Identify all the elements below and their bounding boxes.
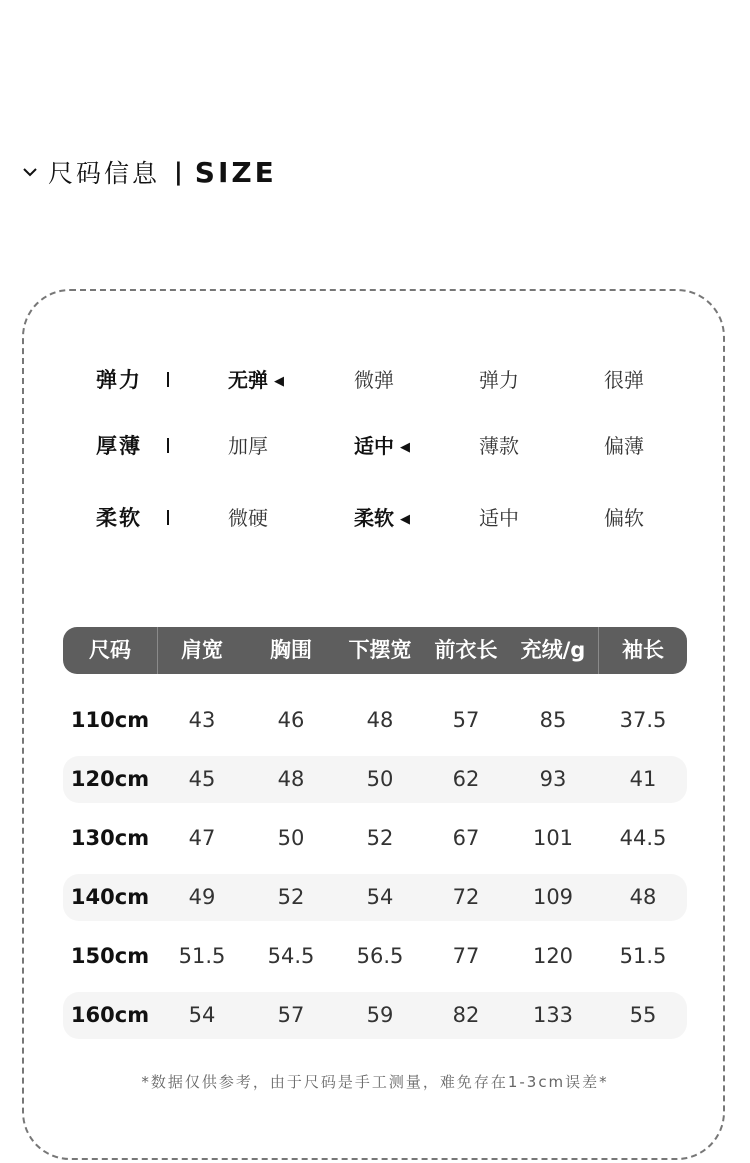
attribute-row-elasticity [0,360,750,400]
attribute-option: 薄款 [479,434,519,458]
table-cell: 41 [629,767,657,791]
table-cell-size: 130cm [70,826,150,850]
attribute-option: 适中 [479,506,519,530]
table-cell: 47 [188,826,216,850]
attribute-option: 偏薄 [604,434,644,458]
attribute-label: 厚薄 [96,434,142,458]
table-cell: 101 [532,826,574,850]
attribute-option: 加厚 [228,434,268,458]
table-cell: 48 [277,767,305,791]
table-cell: 45 [188,767,216,791]
selected-arrow-icon: ◀ [274,374,284,389]
table-cell: 48 [366,708,394,732]
table-row [63,933,687,980]
attribute-option: 弹力 [479,368,519,392]
table-cell-size: 160cm [70,1003,150,1027]
section-header [20,150,277,194]
attribute-row-softness [0,498,750,538]
table-cell: 52 [277,885,305,909]
table-cell: 57 [452,708,480,732]
measurement-disclaimer: *数据仅供参考，由于尺码是手工测量，难免存在1-3cm误差* [141,1073,609,1091]
attribute-row-thickness [0,426,750,466]
table-cell: 67 [452,826,480,850]
table-cell: 109 [532,885,574,909]
title-separator: | [174,158,183,186]
table-cell: 55 [629,1003,657,1027]
section-title-en: SIZE [194,155,277,189]
table-cell: 133 [532,1003,574,1027]
table-cell: 49 [188,885,216,909]
table-row [63,992,687,1039]
column-header: 袖长 [622,638,664,662]
table-cell-size: 150cm [70,944,150,968]
table-cell: 85 [539,708,567,732]
table-cell: 120 [532,944,574,968]
table-cell: 46 [277,708,305,732]
attribute-option: 微弹 [354,368,394,392]
column-header: 尺码 [89,638,131,662]
attribute-option-selected: 无弹 ◀ [228,360,284,402]
attribute-option: 偏软 [604,506,644,530]
table-cell: 56.5 [356,944,404,968]
table-cell-size: 120cm [70,767,150,791]
table-cell: 48 [629,885,657,909]
column-header: 肩宽 [181,638,223,662]
table-row [63,874,687,921]
table-cell: 54 [188,1003,216,1027]
table-cell: 93 [539,767,567,791]
selected-arrow-icon: ◀ [400,512,410,527]
attribute-label: 柔软 [96,506,142,530]
table-cell: 62 [452,767,480,791]
table-cell: 50 [277,826,305,850]
attribute-option-selected: 适中 ◀ [354,426,410,468]
table-row [63,815,687,862]
table-cell: 52 [366,826,394,850]
attribute-option-selected: 柔软 ◀ [354,498,410,540]
table-cell: 57 [277,1003,305,1027]
table-cell: 54 [366,885,394,909]
table-cell: 51.5 [619,944,667,968]
attribute-separator [167,510,169,525]
table-cell: 82 [452,1003,480,1027]
table-cell: 51.5 [178,944,226,968]
column-header: 前衣长 [434,638,498,662]
table-cell: 44.5 [619,826,667,850]
attribute-label: 弹力 [96,368,142,392]
column-header: 充绒/g [520,638,586,662]
size-table-header [63,627,687,674]
table-row [63,697,687,744]
table-cell: 54.5 [267,944,315,968]
table-cell: 37.5 [619,708,667,732]
table-cell: 59 [366,1003,394,1027]
table-cell-size: 110cm [70,708,150,732]
attribute-option: 微硬 [228,506,268,530]
attribute-separator [167,372,169,387]
selected-arrow-icon: ◀ [400,440,410,455]
attribute-separator [167,438,169,453]
attribute-option: 很弹 [604,368,644,392]
table-row [63,756,687,803]
table-cell: 72 [452,885,480,909]
table-cell: 50 [366,767,394,791]
table-cell-size: 140cm [70,885,150,909]
table-cell: 77 [452,944,480,968]
column-header: 胸围 [270,638,312,662]
table-cell: 43 [188,708,216,732]
column-header: 下摆宽 [348,638,412,662]
section-title-cn: 尺码信息 [48,159,161,188]
chevron-down-icon [20,162,40,182]
